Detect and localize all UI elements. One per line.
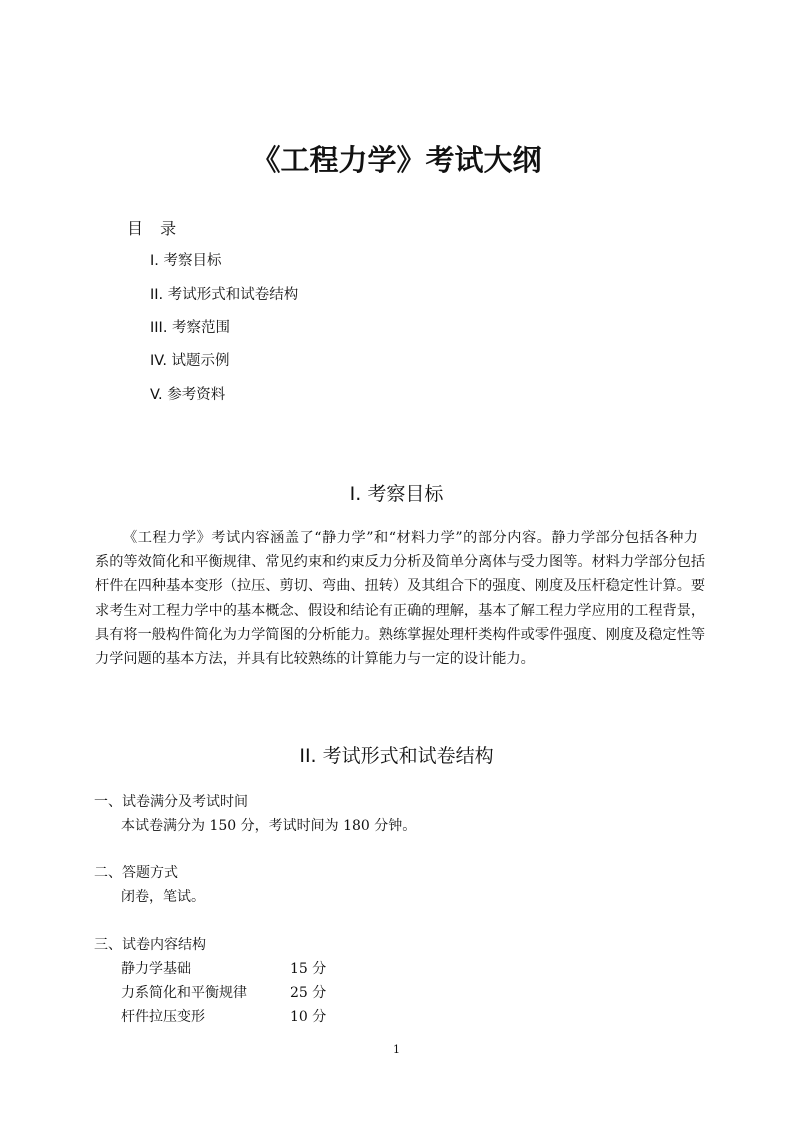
structure-topic: 力系简化和平衡规律 — [121, 985, 247, 1001]
structure-score: 25 分 — [290, 985, 327, 1001]
toc-heading: 目 录 — [127, 219, 183, 238]
part-text: 本试卷满分为 150 分，考试时间为 180 分钟。 — [121, 818, 417, 834]
structure-topic: 静力学基础 — [121, 961, 191, 977]
document-title: 《工程力学》考试大纲 — [251, 143, 542, 177]
structure-score: 10 分 — [290, 1009, 327, 1025]
structure-topic: 杆件拉压变形 — [121, 1009, 205, 1025]
paragraph-line: 具有将一般构件简化为力学简图的分析能力。熟练掌握处理杆类构件或零件强度、刚度及稳定性等 — [95, 627, 706, 643]
part-label: 二、答题方式 — [94, 865, 178, 881]
part-label: 三、试卷内容结构 — [94, 937, 206, 953]
toc-item[interactable]: III. 考察范围 — [150, 320, 231, 336]
section-heading: II. 考试形式和试卷结构 — [299, 745, 494, 767]
toc-item[interactable]: I. 考察目标 — [150, 253, 222, 269]
paragraph-line: 《工程力学》考试内容涵盖了“静力学”和“材料力学”的部分内容。静力学部分包括各种力 — [123, 530, 698, 546]
page-number: 1 — [393, 1043, 400, 1056]
part-text: 闭卷，笔试。 — [121, 889, 205, 905]
paragraph-line: 系的等效简化和平衡规律、常见约束和约束反力分析及简单分离体与受力图等。材料力学部分包括 — [95, 554, 706, 570]
toc-item[interactable]: V. 参考资料 — [150, 387, 226, 403]
part-label: 一、试卷满分及考试时间 — [94, 794, 248, 810]
toc-item[interactable]: II. 考试形式和试卷结构 — [150, 287, 299, 303]
paragraph-line: 求考生对工程力学中的基本概念、假设和结论有正确的理解，基本了解工程力学应用的工程背景， — [95, 603, 706, 619]
structure-score: 15 分 — [290, 961, 327, 977]
toc-item[interactable]: IV. 试题示例 — [150, 353, 230, 369]
section-heading: I. 考察目标 — [349, 483, 444, 505]
paragraph-line: 力学问题的基本方法，并具有比较熟练的计算能力与一定的设计能力。 — [95, 651, 535, 667]
paragraph-line: 杆件在四种基本变形（拉压、剪切、弯曲、扭转）及其组合下的强度、刚度及压杆稳定性计算。要 — [95, 578, 706, 594]
